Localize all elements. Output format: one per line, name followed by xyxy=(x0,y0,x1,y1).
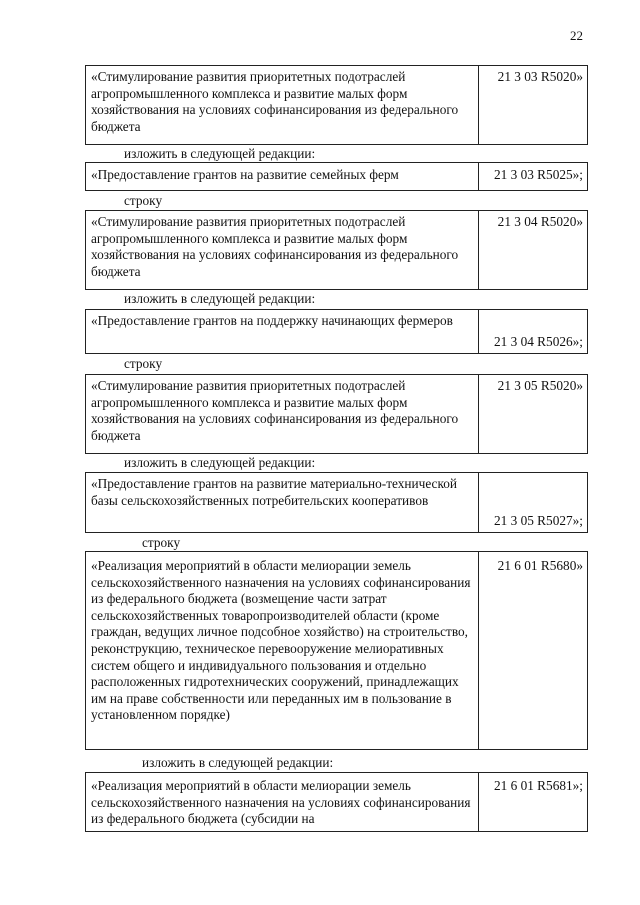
table-row xyxy=(85,374,588,454)
instruction-text: изложить в следующей редакции: xyxy=(142,755,334,770)
row-text: «Стимулирование развития приоритетных подотраслей агропромышленного комплекса и развитие малых форм хозяйствования на условиях софинансирования из федерального бюджета xyxy=(86,211,479,289)
instruction-text: изложить в следующей редакции: xyxy=(124,146,316,161)
row-code: 21 3 03 R5025»; xyxy=(493,167,583,182)
instruction-text: изложить в следующей редакции: xyxy=(124,291,316,306)
row-text: «Предоставление грантов на развитие семейных ферм xyxy=(86,163,479,190)
instruction-text: строку xyxy=(124,193,163,208)
row-text: «Стимулирование развития приоритетных подотраслей агропромышленного комплекса и развитие малых форм хозяйствования на условиях софинансирования из федерального бюджета xyxy=(86,375,479,453)
table-row xyxy=(85,772,588,832)
table-row xyxy=(85,210,588,290)
row-text: «Реализация мероприятий в области мелиорации земель сельскохозяйственного назначения на условиях софинансирования из федерального бюджета (возмещение части затрат сельскохозяйственных товаропроизводителей области (кроме граждан, ведущих личное подсобное хозяйство) на строительство, реконструкцию, техническое перевооружение мелиоративных систем общего и индивидуального пользования и отдельно расположенных гидротехнических сооружений, принадлежащих им на праве собственности или переданных им в пользование в установленном порядке) xyxy=(86,552,479,749)
row-code: 21 6 01 R5680» xyxy=(497,558,583,573)
row-text: «Предоставление грантов на поддержку начинающих фермеров xyxy=(86,310,479,353)
table-row xyxy=(85,472,588,533)
row-code: 21 3 04 R5026»; xyxy=(493,334,583,350)
row-code: 21 3 03 R5020» xyxy=(497,69,583,84)
table-row xyxy=(85,551,588,750)
row-text: «Предоставление грантов на развитие материально-технической базы сельскохозяйственных потребительских кооперативов xyxy=(86,473,479,532)
row-text: «Реализация мероприятий в области мелиорации земель сельскохозяйственного назначения на условиях софинансирования из федерального бюджета (субсидии на xyxy=(86,773,479,831)
table-row xyxy=(85,162,588,191)
table-row xyxy=(85,65,588,145)
page-number: 22 xyxy=(570,28,583,43)
instruction-text: изложить в следующей редакции: xyxy=(124,455,316,470)
row-text: «Стимулирование развития приоритетных подотраслей агропромышленного комплекса и развитие малых форм хозяйствования на условиях софинансирования из федерального бюджета xyxy=(86,66,479,144)
row-code: 21 3 05 R5027»; xyxy=(493,513,583,529)
instruction-text: строку xyxy=(124,356,163,371)
row-code: 21 3 05 R5020» xyxy=(497,378,583,393)
table-row xyxy=(85,309,588,354)
instruction-text: строку xyxy=(142,535,181,550)
row-code: 21 3 04 R5020» xyxy=(497,214,583,229)
row-code: 21 6 01 R5681»; xyxy=(493,778,583,793)
